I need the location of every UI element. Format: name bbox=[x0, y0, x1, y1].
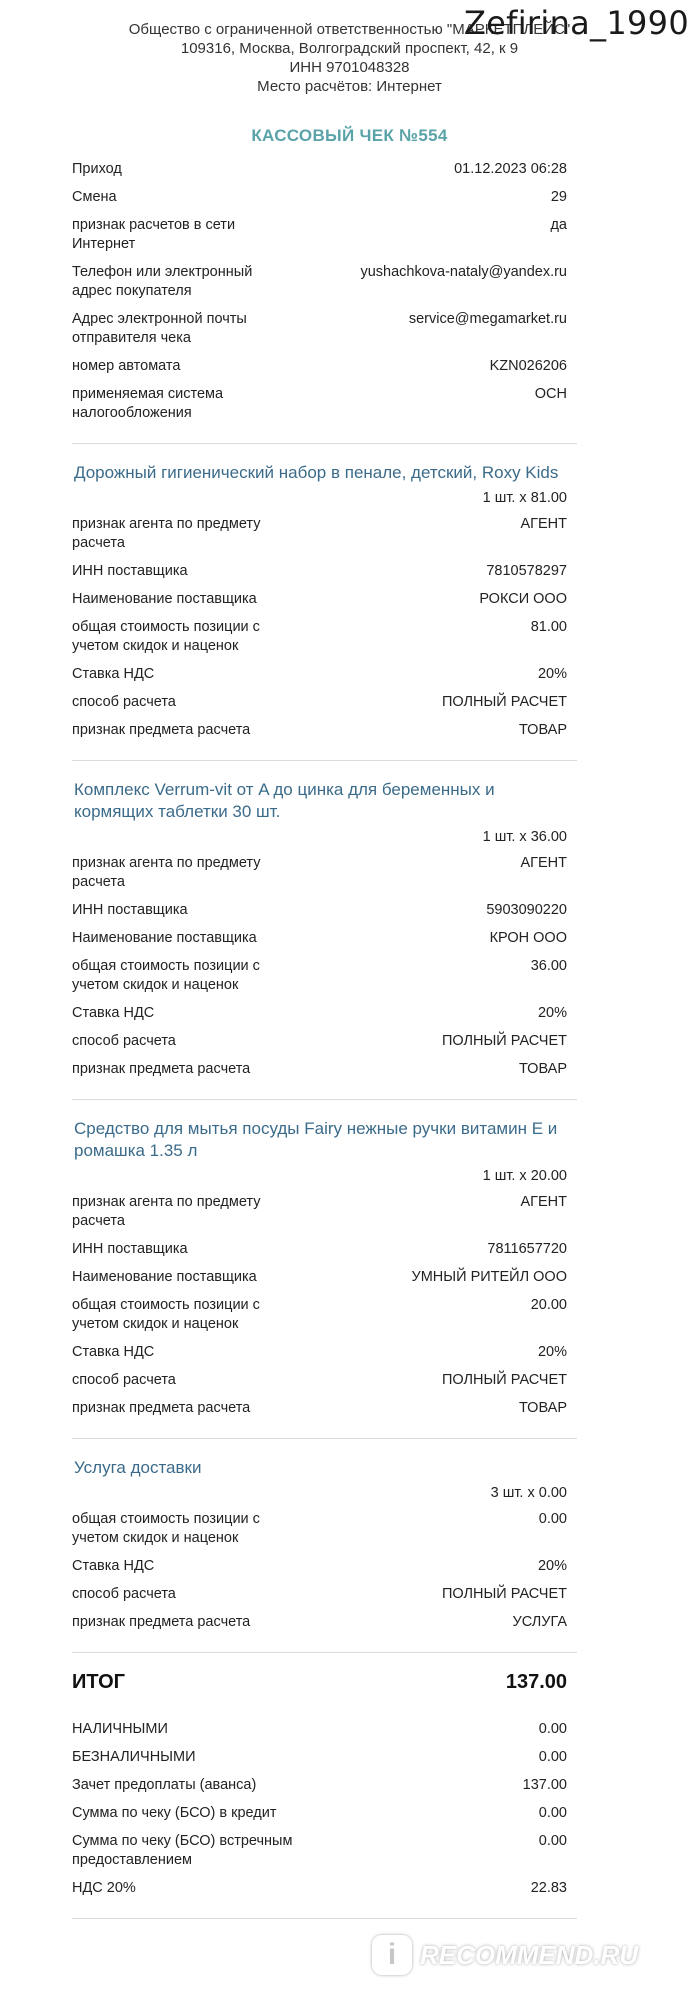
row-label: ИНН поставщика bbox=[72, 902, 188, 918]
row-value: ТОВАР bbox=[518, 1061, 567, 1077]
divider bbox=[72, 1438, 577, 1439]
receipt-row bbox=[72, 1776, 567, 1795]
row-value: 0.00 bbox=[538, 1833, 567, 1849]
receipt-row bbox=[72, 515, 567, 553]
row-value: 0.00 bbox=[538, 1749, 567, 1765]
row-label: Наименование поставщика bbox=[72, 591, 257, 607]
item-quantity: 3 шт. x 0.00 bbox=[490, 1485, 567, 1501]
row-label: признак агента по предмету расчета bbox=[72, 516, 261, 551]
receipt-row bbox=[72, 188, 567, 207]
row-value: 7811657720 bbox=[487, 1241, 567, 1257]
row-value: 0.00 bbox=[538, 1805, 567, 1821]
row-label: общая стоимость позиции с учетом скидок и наценок bbox=[72, 1297, 260, 1332]
recommend-logo bbox=[372, 1935, 638, 1975]
row-value: 81.00 bbox=[530, 619, 567, 635]
receipt-row bbox=[72, 1296, 567, 1334]
receipt-item bbox=[72, 779, 567, 1100]
item-name: Комплекс Verrum-vit от A до цинка для беременных и кормящих таблетки 30 шт. bbox=[74, 780, 495, 821]
total-row bbox=[72, 1671, 567, 1694]
row-value: да bbox=[550, 217, 567, 233]
divider bbox=[72, 443, 577, 444]
row-value: 29 bbox=[550, 189, 567, 205]
row-label: Телефон или электронный адрес покупателя bbox=[72, 264, 253, 299]
receipt-row bbox=[72, 310, 567, 348]
item-name: Дорожный гигиенический набор в пенале, детский, Roxy Kids bbox=[74, 463, 559, 482]
row-value: 5903090220 bbox=[486, 902, 567, 918]
receipt-row bbox=[72, 1240, 567, 1259]
row-value: 22.83 bbox=[530, 1880, 567, 1896]
receipt-row bbox=[72, 1193, 567, 1231]
row-label: ИНН поставщика bbox=[72, 1241, 188, 1257]
row-label: Адрес электронной почты отправителя чека bbox=[72, 311, 247, 346]
receipt-row bbox=[72, 1268, 567, 1287]
row-label: способ расчета bbox=[72, 694, 176, 710]
divider bbox=[72, 1918, 577, 1919]
total-label: ИТОГ bbox=[72, 1671, 125, 1693]
row-value: УМНЫЙ РИТЕЙЛ ООО bbox=[411, 1269, 567, 1285]
receipt-row bbox=[72, 1832, 567, 1870]
row-label: способ расчета bbox=[72, 1586, 176, 1602]
item-name: Услуга доставки bbox=[74, 1458, 202, 1477]
row-value: 20% bbox=[537, 1344, 567, 1360]
row-value: 20.00 bbox=[530, 1297, 567, 1313]
row-label: номер автомата bbox=[72, 358, 181, 374]
row-value: ПОЛНЫЙ РАСЧЕТ bbox=[441, 1586, 567, 1602]
receipt-row bbox=[72, 1613, 567, 1632]
receipt-items bbox=[72, 462, 567, 1653]
receipt-row bbox=[72, 665, 567, 684]
company-inn: ИНН 9701048328 bbox=[289, 59, 410, 76]
row-value: ТОВАР bbox=[518, 722, 567, 738]
row-label: признак предмета расчета bbox=[72, 1614, 251, 1630]
row-label: Ставка НДС bbox=[72, 1005, 155, 1021]
row-label: Ставка НДС bbox=[72, 666, 155, 682]
row-value: 36.00 bbox=[530, 958, 567, 974]
row-value: ОСН bbox=[534, 386, 567, 402]
row-value: РОКСИ ООО bbox=[479, 591, 567, 607]
recommend-badge-icon: i bbox=[372, 1935, 412, 1975]
receipt-row bbox=[72, 1510, 567, 1548]
row-label: Зачет предоплаты (аванса) bbox=[72, 1777, 257, 1793]
row-label: применяемая система налогообложения bbox=[72, 386, 224, 421]
row-label: признак предмета расчета bbox=[72, 1400, 251, 1416]
item-quantity: 1 шт. x 81.00 bbox=[482, 490, 567, 506]
settlement-place: Место расчётов: Интернет bbox=[257, 78, 442, 95]
receipt-row bbox=[72, 721, 567, 740]
row-value: 20% bbox=[537, 1005, 567, 1021]
receipt-row bbox=[72, 901, 567, 920]
receipt-row bbox=[72, 385, 567, 423]
divider bbox=[72, 1652, 577, 1653]
receipt-row bbox=[72, 357, 567, 376]
row-label: Сумма по чеку (БСО) в кредит bbox=[72, 1805, 277, 1821]
row-label: признак предмета расчета bbox=[72, 722, 251, 738]
row-label: признак расчетов в сети Интернет bbox=[72, 217, 236, 252]
total-value: 137.00 bbox=[505, 1671, 567, 1693]
row-value: ПОЛНЫЙ РАСЧЕТ bbox=[441, 1033, 567, 1049]
receipt-row bbox=[72, 957, 567, 995]
receipt-row bbox=[72, 1371, 567, 1390]
row-value: АГЕНТ bbox=[520, 1194, 567, 1210]
row-label: Наименование поставщика bbox=[72, 930, 257, 946]
row-value: УСЛУГА bbox=[512, 1614, 567, 1630]
row-label: общая стоимость позиции с учетом скидок и наценок bbox=[72, 619, 260, 654]
company-name: Общество с ограниченной ответственностью "МАРКЕТПЛЕЙС" bbox=[128, 21, 571, 38]
item-quantity: 1 шт. x 36.00 bbox=[482, 829, 567, 845]
divider bbox=[72, 1099, 577, 1100]
row-label: Наименование поставщика bbox=[72, 1269, 257, 1285]
receipt-row bbox=[72, 1343, 567, 1362]
recommend-logo-text: RECOMMEND.RU bbox=[420, 1939, 639, 1970]
row-label: НАЛИЧНЫМИ bbox=[72, 1721, 168, 1737]
row-label: Смена bbox=[72, 189, 117, 205]
row-value: ПОЛНЫЙ РАСЧЕТ bbox=[441, 694, 567, 710]
row-label: признак агента по предмету расчета bbox=[72, 855, 261, 890]
receipt-row bbox=[72, 1004, 567, 1023]
row-value: АГЕНТ bbox=[520, 855, 567, 871]
row-value: 0.00 bbox=[538, 1721, 567, 1737]
receipt-row bbox=[72, 693, 567, 712]
receipt-row bbox=[72, 1720, 567, 1739]
row-value: АГЕНТ bbox=[520, 516, 567, 532]
receipt-title: КАССОВЫЙ ЧЕК №554 bbox=[251, 126, 448, 145]
payments bbox=[72, 1720, 567, 1898]
row-value: 01.12.2023 06:28 bbox=[454, 161, 567, 177]
row-value: 7810578297 bbox=[486, 563, 567, 579]
row-label: БЕЗНАЛИЧНЫМИ bbox=[72, 1749, 196, 1765]
item-name: Средство для мытья посуды Fairy нежные ручки витамин Е и ромашка 1.35 л bbox=[74, 1119, 558, 1160]
receipt-info bbox=[72, 160, 567, 423]
item-quantity: 1 шт. x 20.00 bbox=[482, 1168, 567, 1184]
divider bbox=[72, 760, 577, 761]
receipt-row bbox=[72, 1557, 567, 1576]
row-value: 20% bbox=[537, 1558, 567, 1574]
row-label: признак предмета расчета bbox=[72, 1061, 251, 1077]
row-value: 20% bbox=[537, 666, 567, 682]
receipt-item bbox=[72, 1118, 567, 1439]
receipt-row bbox=[72, 1399, 567, 1418]
row-label: Сумма по чеку (БСО) встречным предоставлением bbox=[72, 1833, 293, 1868]
receipt-row bbox=[72, 1585, 567, 1604]
receipt-row bbox=[72, 1879, 567, 1898]
company-address: 109316, Москва, Волгоградский проспект, 42, к 9 bbox=[180, 40, 519, 57]
row-value: service@megamarket.ru bbox=[408, 311, 567, 327]
row-label: Приход bbox=[72, 161, 122, 177]
receipt-item bbox=[72, 1457, 567, 1653]
row-label: способ расчета bbox=[72, 1372, 176, 1388]
row-label: Ставка НДС bbox=[72, 1558, 155, 1574]
receipt-row bbox=[72, 263, 567, 301]
receipt-row bbox=[72, 160, 567, 179]
row-label: НДС 20% bbox=[72, 1880, 136, 1896]
receipt-row bbox=[72, 216, 567, 254]
receipt-row bbox=[72, 1032, 567, 1051]
receipt-row bbox=[72, 1748, 567, 1767]
row-value: ТОВАР bbox=[518, 1400, 567, 1416]
watermark-username: Zefirina_1990 bbox=[463, 4, 689, 42]
row-label: общая стоимость позиции с учетом скидок и наценок bbox=[72, 958, 260, 993]
row-value: 0.00 bbox=[538, 1511, 567, 1527]
receipt-row bbox=[72, 562, 567, 581]
receipt-row bbox=[72, 1804, 567, 1823]
row-value: 137.00 bbox=[522, 1777, 567, 1793]
receipt-row bbox=[72, 1060, 567, 1079]
row-label: общая стоимость позиции с учетом скидок и наценок bbox=[72, 1511, 260, 1546]
receipt-item bbox=[72, 462, 567, 761]
row-value: KZN026206 bbox=[489, 358, 567, 374]
row-label: признак агента по предмету расчета bbox=[72, 1194, 261, 1229]
row-value: КРОН ООО bbox=[489, 930, 567, 946]
receipt-row bbox=[72, 590, 567, 609]
receipt-row bbox=[72, 854, 567, 892]
row-value: ПОЛНЫЙ РАСЧЕТ bbox=[441, 1372, 567, 1388]
row-value: yushachkova-nataly@yandex.ru bbox=[360, 264, 567, 280]
receipt-row bbox=[72, 929, 567, 948]
row-label: ИНН поставщика bbox=[72, 563, 188, 579]
row-label: Ставка НДС bbox=[72, 1344, 155, 1360]
receipt-row bbox=[72, 618, 567, 656]
row-label: способ расчета bbox=[72, 1033, 176, 1049]
receipt-body bbox=[72, 160, 567, 1937]
